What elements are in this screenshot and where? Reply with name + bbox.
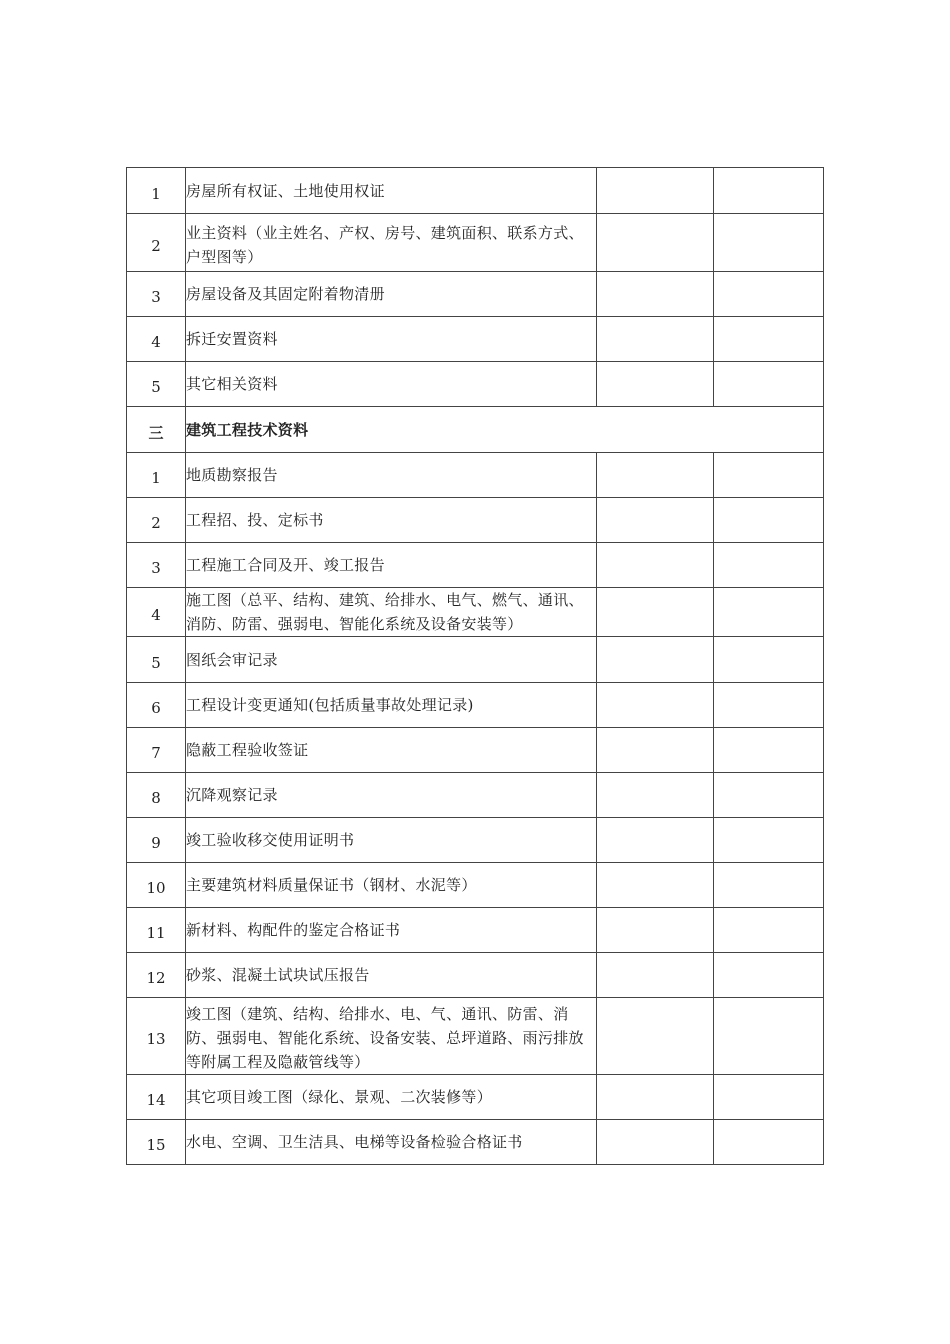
section-header-row (127, 407, 824, 453)
row-number: 7 (127, 728, 186, 773)
blank-cell (714, 683, 824, 728)
section-title: 建筑工程技术资料 (186, 407, 824, 453)
table-row (127, 908, 824, 953)
row-number: 1 (127, 168, 186, 214)
blank-cell (597, 498, 714, 543)
row-description: 图纸会审记录 (186, 637, 597, 683)
row-number: 3 (127, 272, 186, 317)
blank-cell (597, 683, 714, 728)
table-row (127, 317, 824, 362)
blank-cell (597, 272, 714, 317)
table-row (127, 362, 824, 407)
row-number: 9 (127, 818, 186, 863)
blank-cell (597, 1120, 714, 1165)
blank-cell (597, 214, 714, 272)
row-description: 砂浆、混凝土试块试压报告 (186, 953, 597, 998)
blank-cell (714, 1120, 824, 1165)
row-number: 8 (127, 773, 186, 818)
table-row (127, 453, 824, 498)
document-table (126, 167, 824, 1165)
blank-cell (714, 818, 824, 863)
blank-cell (597, 168, 714, 214)
blank-cell (597, 728, 714, 773)
row-description: 拆迁安置资料 (186, 317, 597, 362)
blank-cell (597, 637, 714, 683)
blank-cell (597, 543, 714, 588)
row-description: 新材料、构配件的鉴定合格证书 (186, 908, 597, 953)
row-number: 14 (127, 1075, 186, 1120)
row-number: 1 (127, 453, 186, 498)
blank-cell (597, 588, 714, 637)
table-row (127, 588, 824, 637)
row-number: 10 (127, 863, 186, 908)
row-description: 其它相关资料 (186, 362, 597, 407)
row-description: 地质勘察报告 (186, 453, 597, 498)
blank-cell (597, 317, 714, 362)
blank-cell (714, 362, 824, 407)
row-description: 主要建筑材料质量保证书（钢材、水泥等） (186, 863, 597, 908)
row-number: 12 (127, 953, 186, 998)
blank-cell (597, 908, 714, 953)
row-description: 房屋所有权证、土地使用权证 (186, 168, 597, 214)
blank-cell (597, 953, 714, 998)
row-number: 4 (127, 317, 186, 362)
row-description: 工程招、投、定标书 (186, 498, 597, 543)
row-number: 3 (127, 543, 186, 588)
table-row (127, 953, 824, 998)
row-description: 隐蔽工程验收签证 (186, 728, 597, 773)
blank-cell (714, 863, 824, 908)
table-row (127, 637, 824, 683)
row-number: 13 (127, 998, 186, 1075)
row-description: 竣工图（建筑、结构、给排水、电、气、通讯、防雷、消防、强弱电、智能化系统、设备安装、总坪道路、雨污排放等附属工程及隐蔽管线等） (186, 998, 597, 1075)
row-description: 竣工验收移交使用证明书 (186, 818, 597, 863)
table-row (127, 998, 824, 1075)
blank-cell (714, 637, 824, 683)
row-number: 5 (127, 637, 186, 683)
blank-cell (714, 498, 824, 543)
blank-cell (714, 453, 824, 498)
blank-cell (714, 214, 824, 272)
blank-cell (714, 773, 824, 818)
blank-cell (714, 728, 824, 773)
blank-cell (597, 863, 714, 908)
table-row (127, 214, 824, 272)
row-number: 11 (127, 908, 186, 953)
row-description: 工程设计变更通知(包括质量事故处理记录) (186, 683, 597, 728)
blank-cell (714, 272, 824, 317)
table-row (127, 728, 824, 773)
row-description: 沉降观察记录 (186, 773, 597, 818)
table-row (127, 773, 824, 818)
row-number: 4 (127, 588, 186, 637)
table-row (127, 683, 824, 728)
blank-cell (714, 543, 824, 588)
table-row (127, 1075, 824, 1120)
table-row (127, 818, 824, 863)
blank-cell (597, 998, 714, 1075)
table-row (127, 863, 824, 908)
row-number: 2 (127, 214, 186, 272)
table-row (127, 543, 824, 588)
table-row (127, 1120, 824, 1165)
blank-cell (597, 453, 714, 498)
blank-cell (597, 818, 714, 863)
row-description: 施工图（总平、结构、建筑、给排水、电气、燃气、通讯、消防、防雷、强弱电、智能化系统及设备安装等） (186, 588, 597, 637)
blank-cell (714, 953, 824, 998)
row-description: 业主资料（业主姓名、产权、房号、建筑面积、联系方式、户型图等） (186, 214, 597, 272)
table-row (127, 498, 824, 543)
blank-cell (714, 908, 824, 953)
blank-cell (714, 998, 824, 1075)
blank-cell (597, 773, 714, 818)
row-number: 15 (127, 1120, 186, 1165)
row-description: 水电、空调、卫生洁具、电梯等设备检验合格证书 (186, 1120, 597, 1165)
row-number: 2 (127, 498, 186, 543)
table-row (127, 272, 824, 317)
row-number: 6 (127, 683, 186, 728)
blank-cell (714, 317, 824, 362)
row-description: 房屋设备及其固定附着物清册 (186, 272, 597, 317)
row-number: 5 (127, 362, 186, 407)
table-row (127, 168, 824, 214)
blank-cell (714, 588, 824, 637)
row-description: 其它项目竣工图（绿化、景观、二次装修等） (186, 1075, 597, 1120)
row-description: 工程施工合同及开、竣工报告 (186, 543, 597, 588)
blank-cell (597, 362, 714, 407)
blank-cell (597, 1075, 714, 1120)
blank-cell (714, 168, 824, 214)
section-number: 三 (127, 407, 186, 453)
blank-cell (714, 1075, 824, 1120)
